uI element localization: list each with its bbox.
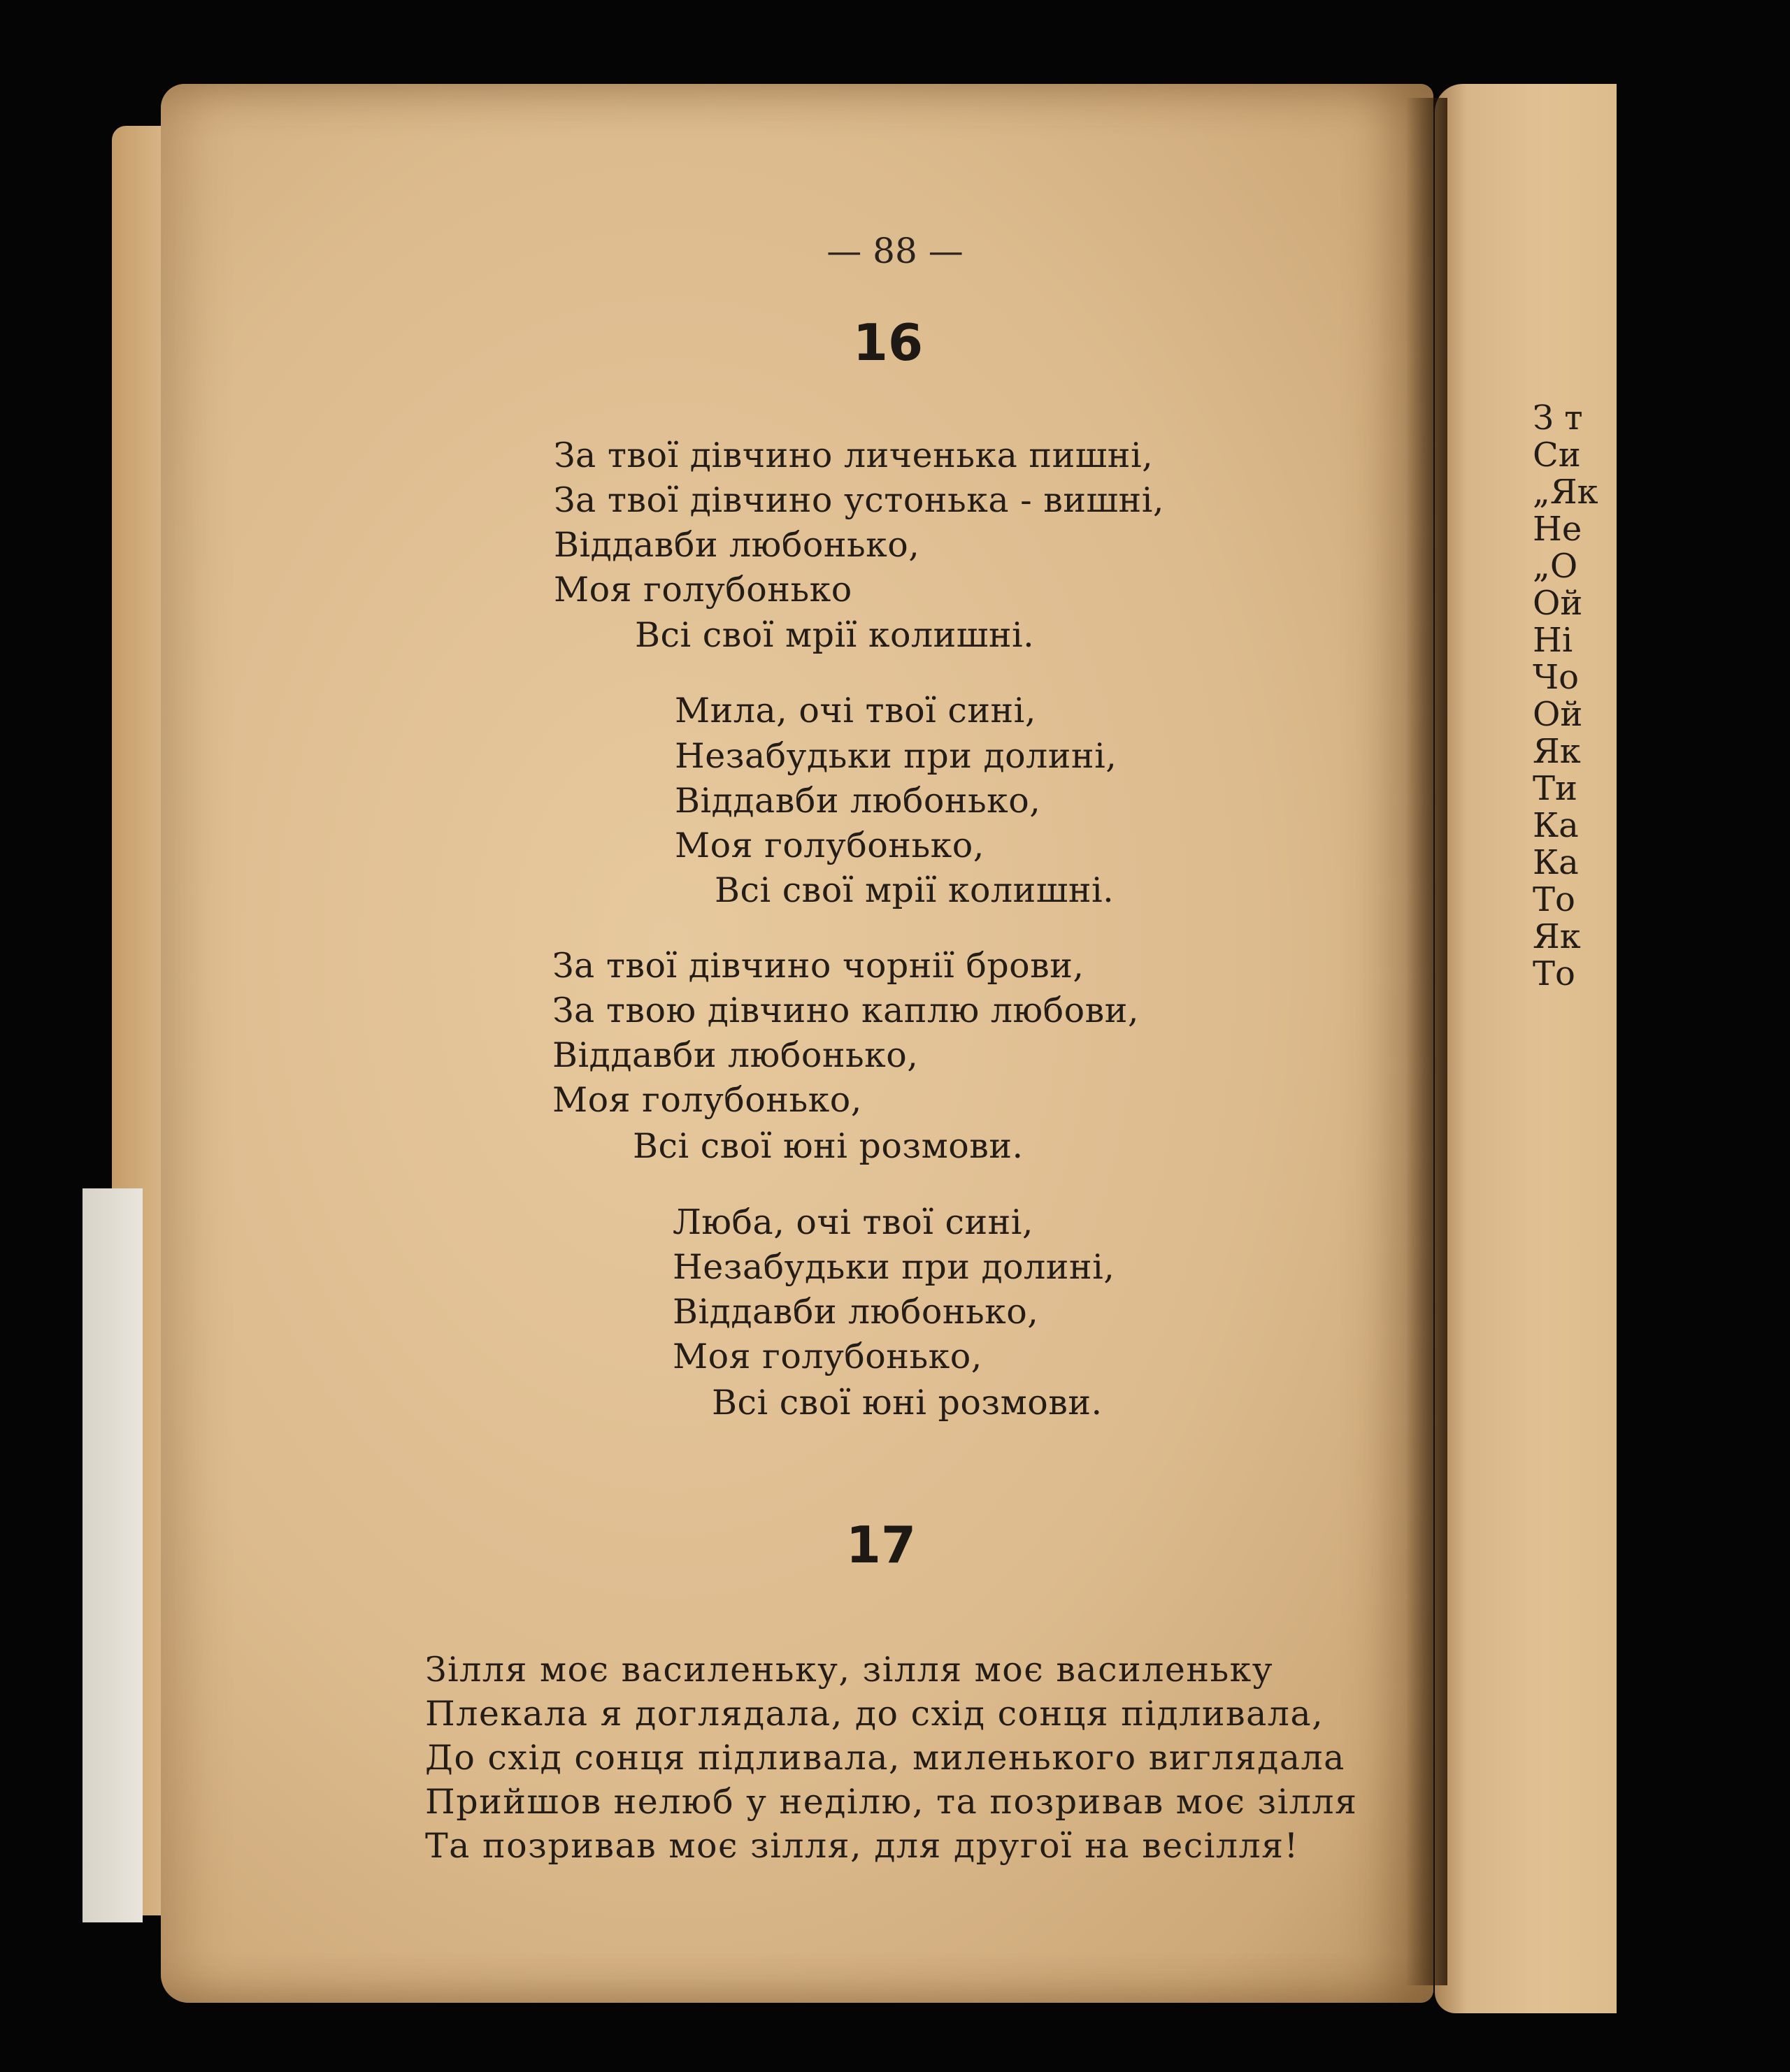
verse-line: Незабудьки при долині, — [673, 1247, 1115, 1287]
song-number-17: 17 — [845, 1516, 917, 1574]
verse-line: За твою дівчино каплю любови, — [552, 991, 1139, 1030]
verse-line: Всі свої мрії колишні. — [635, 615, 1035, 655]
right-page-fragment: Ой — [1533, 584, 1583, 623]
verse-line: Зілля моє василеньку, зілля моє василеньку — [425, 1650, 1274, 1690]
verse-line: Всі свої мрії колишні. — [715, 870, 1115, 910]
right-page-fragment: Ка — [1533, 843, 1579, 882]
verse-line: Прийшов нелюб у неділю, та позривав моє зілля — [425, 1782, 1358, 1822]
right-page-fragment: Як — [1533, 732, 1581, 771]
verse-line: До схід сонця підливала, миленького виглядала — [425, 1738, 1345, 1778]
verse-line: Віддавби любонько, — [673, 1292, 1039, 1332]
right-page-fragment: Ні — [1533, 621, 1573, 660]
right-page-fragment: Не — [1533, 510, 1582, 549]
verse-line: За твої дівчино устонька - вишні, — [554, 480, 1164, 520]
right-page-fragment: „О — [1533, 547, 1578, 586]
right-page-fragment: То — [1533, 954, 1575, 993]
right-page-fragment: Чо — [1533, 658, 1579, 697]
verse-line: Всі свої юні розмови. — [633, 1126, 1024, 1166]
right-page-fragment: Си — [1533, 436, 1581, 475]
page-number: — 88 — — [826, 231, 964, 271]
right-page-fragment: То — [1533, 880, 1575, 919]
verse-line: Моя голубонько — [554, 570, 852, 610]
verse-line: Всі свої юні розмови. — [712, 1383, 1103, 1423]
verse-line: Віддавби любонько, — [552, 1035, 919, 1075]
verse-line: Та позривав моє зілля, для другої на весілля! — [425, 1826, 1299, 1866]
verse-line: Віддавби любонько, — [554, 525, 920, 565]
right-page-fragment: Ка — [1533, 806, 1579, 845]
right-page-fragment: З т — [1533, 398, 1583, 438]
right-page-fragment: Ой — [1533, 695, 1583, 734]
verse-line: Незабудьки при долині, — [675, 736, 1117, 776]
verse-line: Моя голубонько, — [673, 1337, 982, 1376]
verse-line: Люба, очі твої сині, — [673, 1202, 1034, 1242]
verse-line: Мила, очі твої сині, — [675, 691, 1036, 731]
right-page-fragment: „Як — [1533, 473, 1598, 512]
song-number-16: 16 — [852, 313, 924, 372]
verse-line: Віддавби любонько, — [675, 781, 1041, 821]
verse-line: Плекала я доглядала, до схід сонця підливала, — [425, 1694, 1324, 1734]
verse-line: Моя голубонько, — [552, 1080, 862, 1120]
right-page-fragment: Як — [1533, 917, 1581, 956]
verse-line: Моя голубонько, — [675, 826, 984, 865]
right-page-fragment: Ти — [1533, 769, 1578, 808]
verse-line: За твої дівчино личенька пишні, — [554, 436, 1154, 475]
verse-line: За твої дівчино чорнії брови, — [552, 946, 1084, 986]
